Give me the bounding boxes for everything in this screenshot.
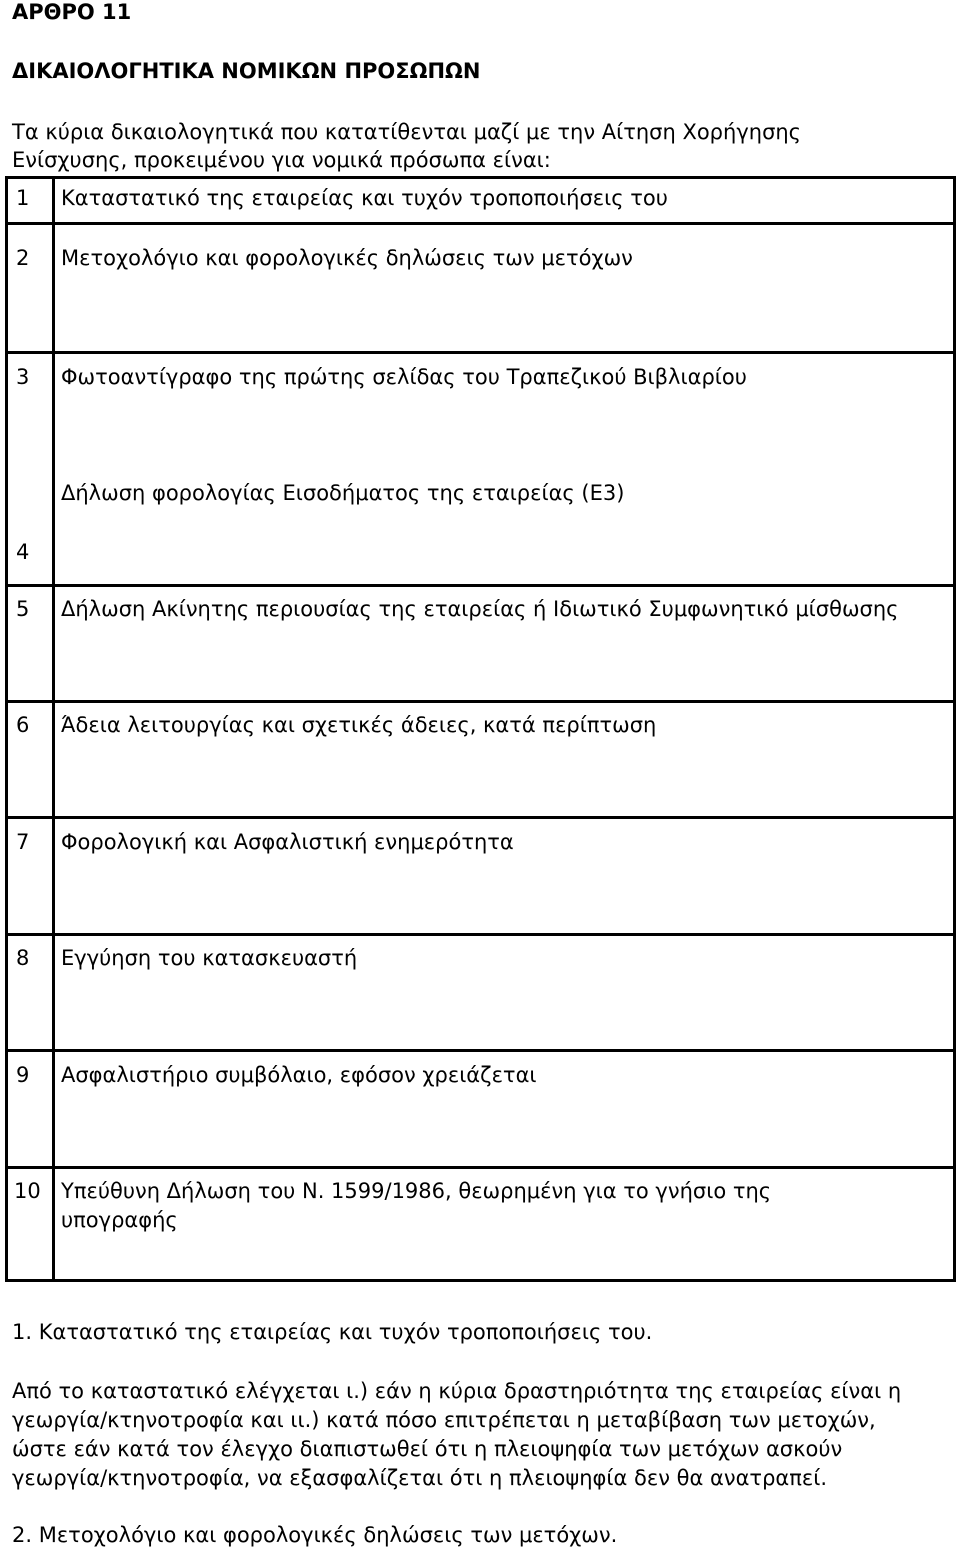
item-text: Εγγύηση του κατασκευαστή xyxy=(61,946,358,970)
item-number: 4 xyxy=(16,540,30,564)
item-text: Φορολογική και Ασφαλιστική ενημερότητα xyxy=(61,830,514,854)
item-number: 1 xyxy=(16,186,30,210)
row-divider xyxy=(8,933,953,936)
item-number: 8 xyxy=(16,946,30,970)
item-text: Ασφαλιστήριο συμβόλαιο, εφόσον χρειάζεται xyxy=(61,1063,537,1087)
item-text: Μετοχολόγιο και φορολογικές δηλώσεις των μετόχων xyxy=(61,246,633,270)
paragraph-line: γεωργία/κτηνοτροφία, να εξασφαλίζεται ότι η πλειοψηφία δεν θα ανατραπεί. xyxy=(12,1466,828,1490)
section-title: ΔΙΚΑΙΟΛΟΓΗΤΙΚΑ ΝΟΜΙΚΩΝ ΠΡΟΣΩΠΩΝ xyxy=(12,59,481,83)
item-text: Υπεύθυνη Δήλωση του Ν. 1599/1986, θεωρημένη για το γνήσιο της xyxy=(61,1179,772,1203)
paragraph-line: Από το καταστατικό ελέγχεται ι.) εάν η κύρια δραστηριότητα της εταιρείας είναι η xyxy=(12,1379,902,1403)
item-number: 10 xyxy=(14,1179,41,1203)
item-number: 5 xyxy=(16,597,30,621)
item-text: Άδεια λειτουργίας και σχετικές άδειες, κατά περίπτωση xyxy=(61,713,657,737)
row-divider xyxy=(8,700,953,703)
row-divider xyxy=(8,816,953,819)
item-number: 3 xyxy=(16,365,30,389)
column-divider xyxy=(52,179,55,1279)
paragraph-line: ώστε εάν κατά τον έλεγχο διαπιστωθεί ότι η πλειοψηφία των μετόχων ασκούν xyxy=(12,1437,843,1461)
item-text: Δήλωση Ακίνητης περιουσίας της εταιρείας ή Ιδιωτικό Συμφωνητικό μίσθωσης xyxy=(61,597,899,621)
item-text: Καταστατικό της εταιρείας και τυχόν τροποποιήσεις του xyxy=(61,186,668,210)
item-number: 2 xyxy=(16,246,30,270)
row-divider xyxy=(8,222,953,225)
row-divider xyxy=(8,1166,953,1169)
intro-line-2: Ενίσχυσης, προκειμένου για νομικά πρόσωπα είναι: xyxy=(12,148,551,172)
item-number: 6 xyxy=(16,713,30,737)
article-number: ΑΡΘΡΟ 11 xyxy=(12,0,132,24)
documents-table xyxy=(5,176,956,1282)
row-divider xyxy=(8,351,953,354)
row-divider xyxy=(8,1049,953,1052)
intro-line-1: Τα κύρια δικαιολογητικά που κατατίθενται μαζί με την Αίτηση Χορήγησης xyxy=(12,120,802,144)
paragraph-line: γεωργία/κτηνοτροφία και ιι.) κατά πόσο επιτρέπεται η μεταβίβαση των μετοχών, xyxy=(12,1408,876,1432)
item-text: Φωτοαντίγραφο της πρώτης σελίδας του Τραπεζικού Βιβλιαρίου xyxy=(61,365,747,389)
heading-2: 2. Μετοχολόγιο και φορολογικές δηλώσεις των μετόχων. xyxy=(12,1523,618,1547)
item-number: 7 xyxy=(16,830,30,854)
item-text: Δήλωση φορολογίας Εισοδήματος της εταιρείας (Ε3) xyxy=(61,481,625,505)
item-number: 9 xyxy=(16,1063,30,1087)
item-text-continued: υπογραφής xyxy=(61,1208,178,1232)
heading-1: 1. Καταστατικό της εταιρείας και τυχόν τροποποιήσεις του. xyxy=(12,1320,653,1344)
row-divider xyxy=(8,584,953,587)
